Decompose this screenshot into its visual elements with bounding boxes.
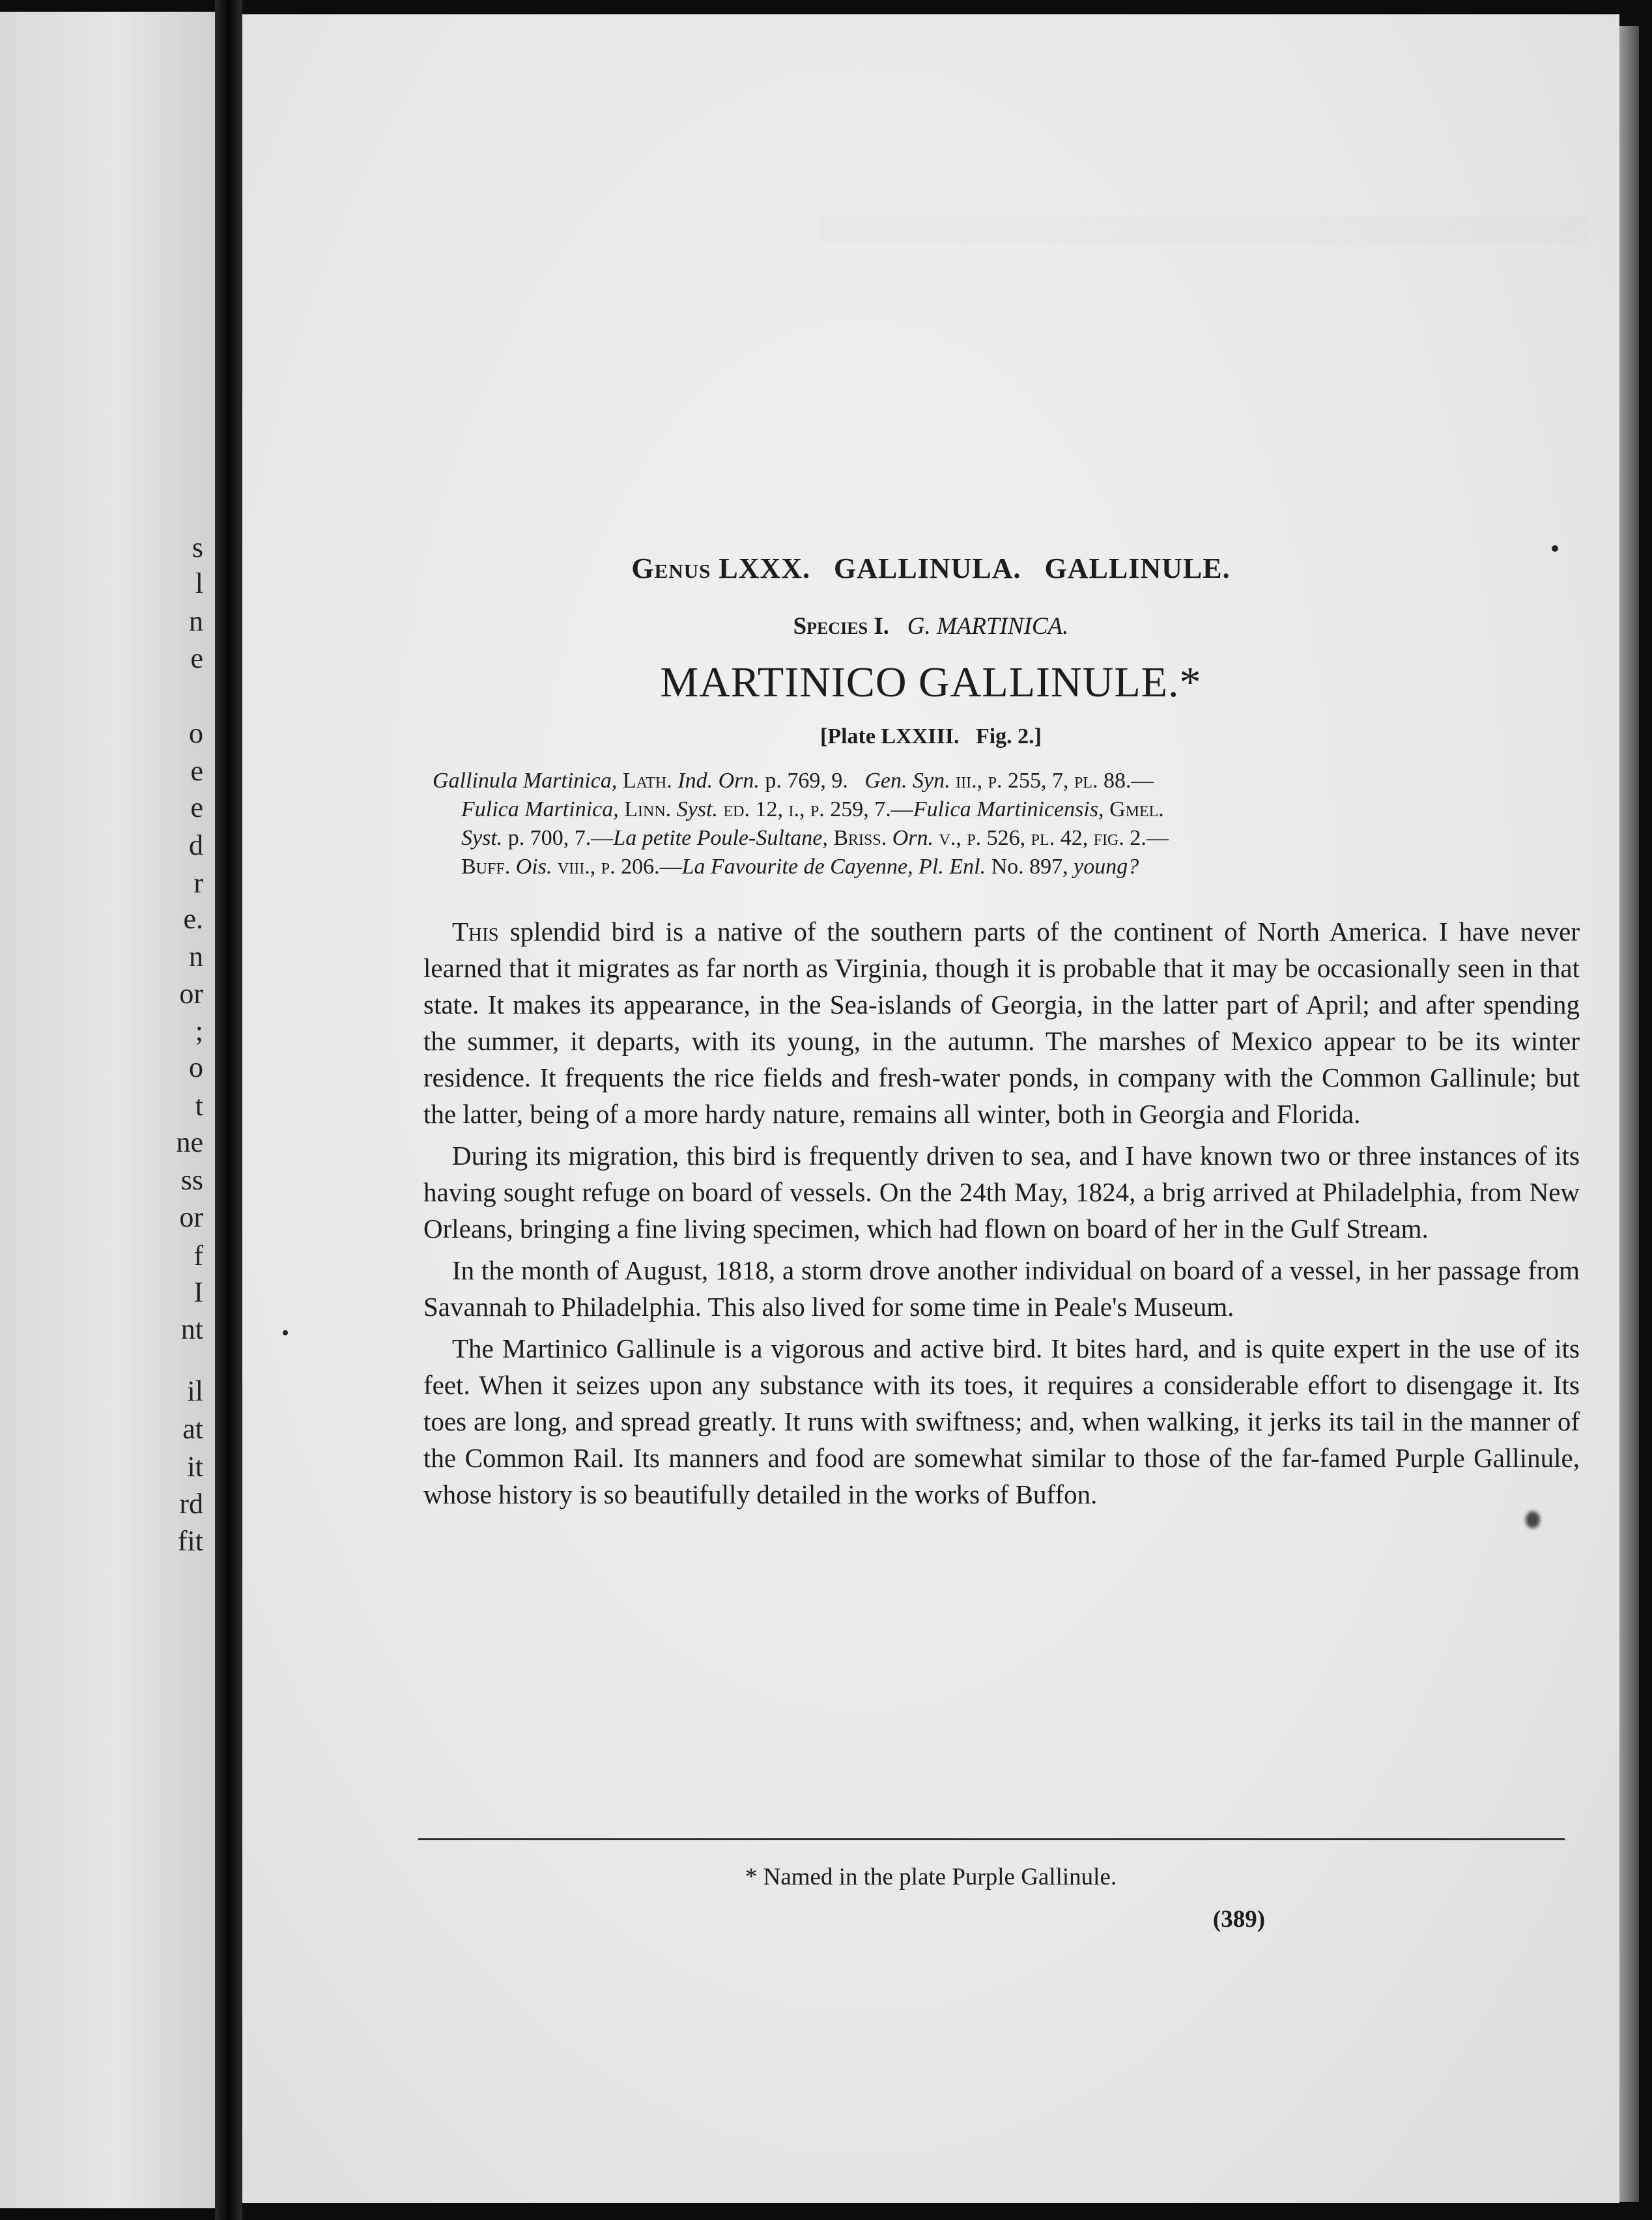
ink-speck: [1552, 545, 1558, 552]
syn-name: Fulica Martinica,: [461, 797, 619, 821]
species-number: I.: [874, 613, 889, 640]
facing-page-fragment: o: [189, 717, 203, 749]
syn-name: La petite Poule-Sultane,: [613, 826, 828, 850]
facing-page-fragment: r: [193, 867, 203, 899]
genus-heading: [242, 552, 1619, 585]
syn-ref: iii., p. 255, 7, pl. 88.—: [950, 769, 1154, 793]
syn-work: Syst.: [676, 797, 718, 821]
facing-page-edge: [0, 12, 215, 2208]
ink-speck: [1526, 1511, 1540, 1528]
syn-ref: p. 700, 7.—: [502, 826, 614, 850]
syn-work: Ind. Orn.: [677, 769, 760, 793]
syn-ref: v., p. 526, pl. 42, fig. 2.—: [933, 826, 1169, 850]
footnote-divider: [418, 1838, 1565, 1840]
body-text: [423, 913, 1580, 1518]
bleed-through-shadow: ░░░░░░░░░░░░░░░░░░░░░░░░░░░░░░░░░░░░░░░░░░░░: [819, 216, 1591, 243]
facing-page-fragment: e: [190, 791, 203, 823]
syn-author: Linn.: [624, 797, 672, 821]
book-gutter: [215, 0, 242, 2220]
paragraph: During its migration, this bird is frequently driven to sea, and I have known two or three instances of its having sought refuge on board of vessels. On the 24th May, 1824, a brig arrived at Philadelphia, from New Orleans, bringing a fine living specimen, which had flown on board of her in the Gulf Stream.: [423, 1141, 1580, 1244]
synonymy-line-2: [433, 795, 1579, 824]
synonymy-line-4: [433, 853, 1579, 881]
paragraph-text: splendid bird is a native of the southern parts of the continent of North America. I have never learned that it migrates as far north as Virginia, though it is probable that it may be occasionally seen in that state. It makes its appearance, in the Sea-islands of Georgia, in the latter part of April; and after spending the summer, it departs, with its young, in the autumn. The marshes of Mexico appear to be its winter residence. It frequents the rice fields and fresh-water ponds, in company with the Common Gallinule; but the latter, being of a more hardy nature, remains all winter, both in Georgia and Florida.: [423, 917, 1580, 1129]
facing-page-fragment: f: [193, 1240, 203, 1272]
paragraph: In the month of August, 1818, a storm drove another individual on board of a vessel, in her passage from Savannah to Philadelphia. This also lived for some time in Peale's Museum.: [423, 1255, 1580, 1322]
facing-page-fragment: ss: [180, 1164, 203, 1196]
facing-page-fragment: l: [195, 567, 203, 599]
syn-work: Orn.: [892, 826, 933, 850]
facing-page-fragment: at: [182, 1413, 203, 1445]
syn-name: La Favourite de Cayenne, Pl. Enl.: [681, 855, 986, 879]
facing-page-fragment: fit: [177, 1525, 203, 1557]
syn-ref: ed. 12, i., p. 259, 7.—: [717, 797, 913, 821]
facing-page-fragment: s: [192, 532, 203, 563]
facing-page-fragment: I: [193, 1276, 203, 1308]
facing-page-fragment: it: [187, 1451, 203, 1483]
facing-page-fragment: or: [179, 1201, 203, 1233]
facing-page-fragment: nt: [180, 1313, 203, 1345]
facing-page-fragment: e.: [183, 903, 203, 935]
facing-page-fragment: ;: [195, 1015, 203, 1047]
genus-text: LXXX. GALLINULA. GALLINULE.: [719, 552, 1231, 584]
facing-page-fragment: or: [179, 978, 203, 1010]
plate-reference: [Plate LXXIII. Fig. 2.]: [820, 724, 1042, 748]
facing-page-fragment: ne: [176, 1126, 203, 1158]
page-edge-shadow: [1619, 26, 1639, 2202]
facing-page-fragment: o: [189, 1051, 203, 1083]
syn-author: Briss.: [833, 826, 887, 850]
syn-name: Fulica Martinicensis,: [913, 797, 1104, 821]
facing-page-fragment: rd: [179, 1488, 203, 1520]
species-prefix: Species: [793, 613, 868, 640]
synonymy-block: [433, 767, 1579, 881]
syn-ref: No. 897,: [986, 855, 1074, 879]
synonymy-line-3: [433, 824, 1579, 853]
book-page: [242, 14, 1619, 2203]
ink-speck: [283, 1330, 288, 1335]
syn-work: Ois.: [515, 855, 552, 879]
syn-note: young?: [1074, 855, 1139, 879]
common-name-title: MARTINICO GALLINULE.*: [660, 659, 1202, 706]
paragraph: The Martinico Gallinule is a vigorous and active bird. It bites hard, and is quite expert in the use of its feet. When it seizes upon any substance with its toes, it requires a considerable effort to disengage it. Its toes are long, and spread greatly. It runs with swiftness; and, when walking, it jerks its tail in the manner of the Common Rail. Its manners and food are somewhat similar to those of the far-famed Purple Gallinule, whose history is so beautifully detailed in the works of Buffon.: [423, 1333, 1580, 1509]
footnote: * Named in the plate Purple Gallinule.: [745, 1864, 1117, 1890]
page-number: (389): [1212, 1906, 1266, 1933]
syn-ref: viii., p. 206.—: [552, 855, 682, 879]
syn-author: Gmel.: [1109, 797, 1164, 821]
species-name: G. MARTINICA.: [907, 613, 1069, 640]
paragraph-first-word: This: [452, 917, 499, 946]
facing-page-fragment: il: [187, 1375, 203, 1407]
species-heading: [242, 612, 1619, 640]
facing-page-fragment: n: [189, 941, 203, 973]
genus-prefix: Genus: [631, 552, 711, 584]
syn-work: Gen. Syn.: [864, 769, 950, 793]
facing-page-fragment: e: [190, 755, 203, 787]
syn-author: Lath.: [622, 769, 672, 793]
syn-name: Gallinula Martinica,: [433, 769, 618, 793]
syn-work: Syst.: [461, 826, 503, 850]
paragraph: [423, 913, 1580, 1132]
facing-page-fragment: e: [190, 642, 203, 674]
facing-page-fragment: d: [189, 829, 203, 861]
facing-page-fragment: n: [189, 605, 203, 637]
syn-ref: p. 769, 9.: [759, 769, 865, 793]
syn-author: Buff.: [461, 855, 511, 879]
synonymy-line-1: [433, 767, 1579, 795]
facing-page-fragment: t: [195, 1090, 203, 1122]
